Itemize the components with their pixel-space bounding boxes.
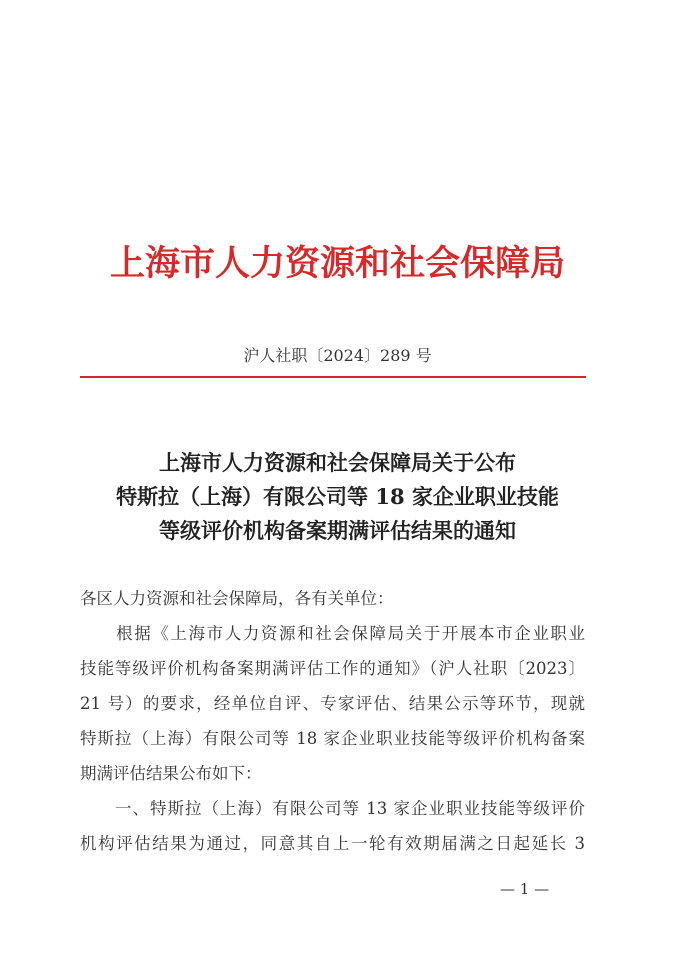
- body-line: 21 号）的要求，经单位自评、专家评估、结果公示等环节，现就: [80, 694, 585, 713]
- red-divider: [80, 376, 586, 378]
- document-title-line: 特斯拉（上海）有限公司等 18 家企业职业技能: [116, 484, 559, 509]
- body-line: 根据《上海市人力资源和社会保障局关于开展本市企业职业: [80, 624, 585, 643]
- salutation: 各区人力资源和社会保障局，各有关单位：: [80, 589, 394, 608]
- document-title-line: 上海市人力资源和社会保障局关于公布: [159, 450, 516, 475]
- body-line: 一、特斯拉（上海）有限公司等 13 家企业职业技能等级评价: [80, 799, 585, 818]
- body-line: 机构评估结果为通过，同意其自上一轮有效期届满之日起延长 3: [80, 834, 585, 853]
- body-line: 特斯拉（上海）有限公司等 18 家企业职业技能等级评价机构备案: [80, 729, 585, 748]
- document-number: 沪人社职〔2024〕289 号: [243, 346, 432, 365]
- document-title-line: 等级评价机构备案期满评估结果的通知: [159, 518, 516, 543]
- page-number: — 1 —: [500, 880, 550, 898]
- body-line: 技能等级评价机构备案期满评估工作的通知》（沪人社职〔2023〕: [80, 659, 585, 678]
- issuing-organization: 上海市人力资源和社会保障局: [109, 243, 565, 284]
- body-line: 期满评估结果公布如下：: [80, 764, 262, 783]
